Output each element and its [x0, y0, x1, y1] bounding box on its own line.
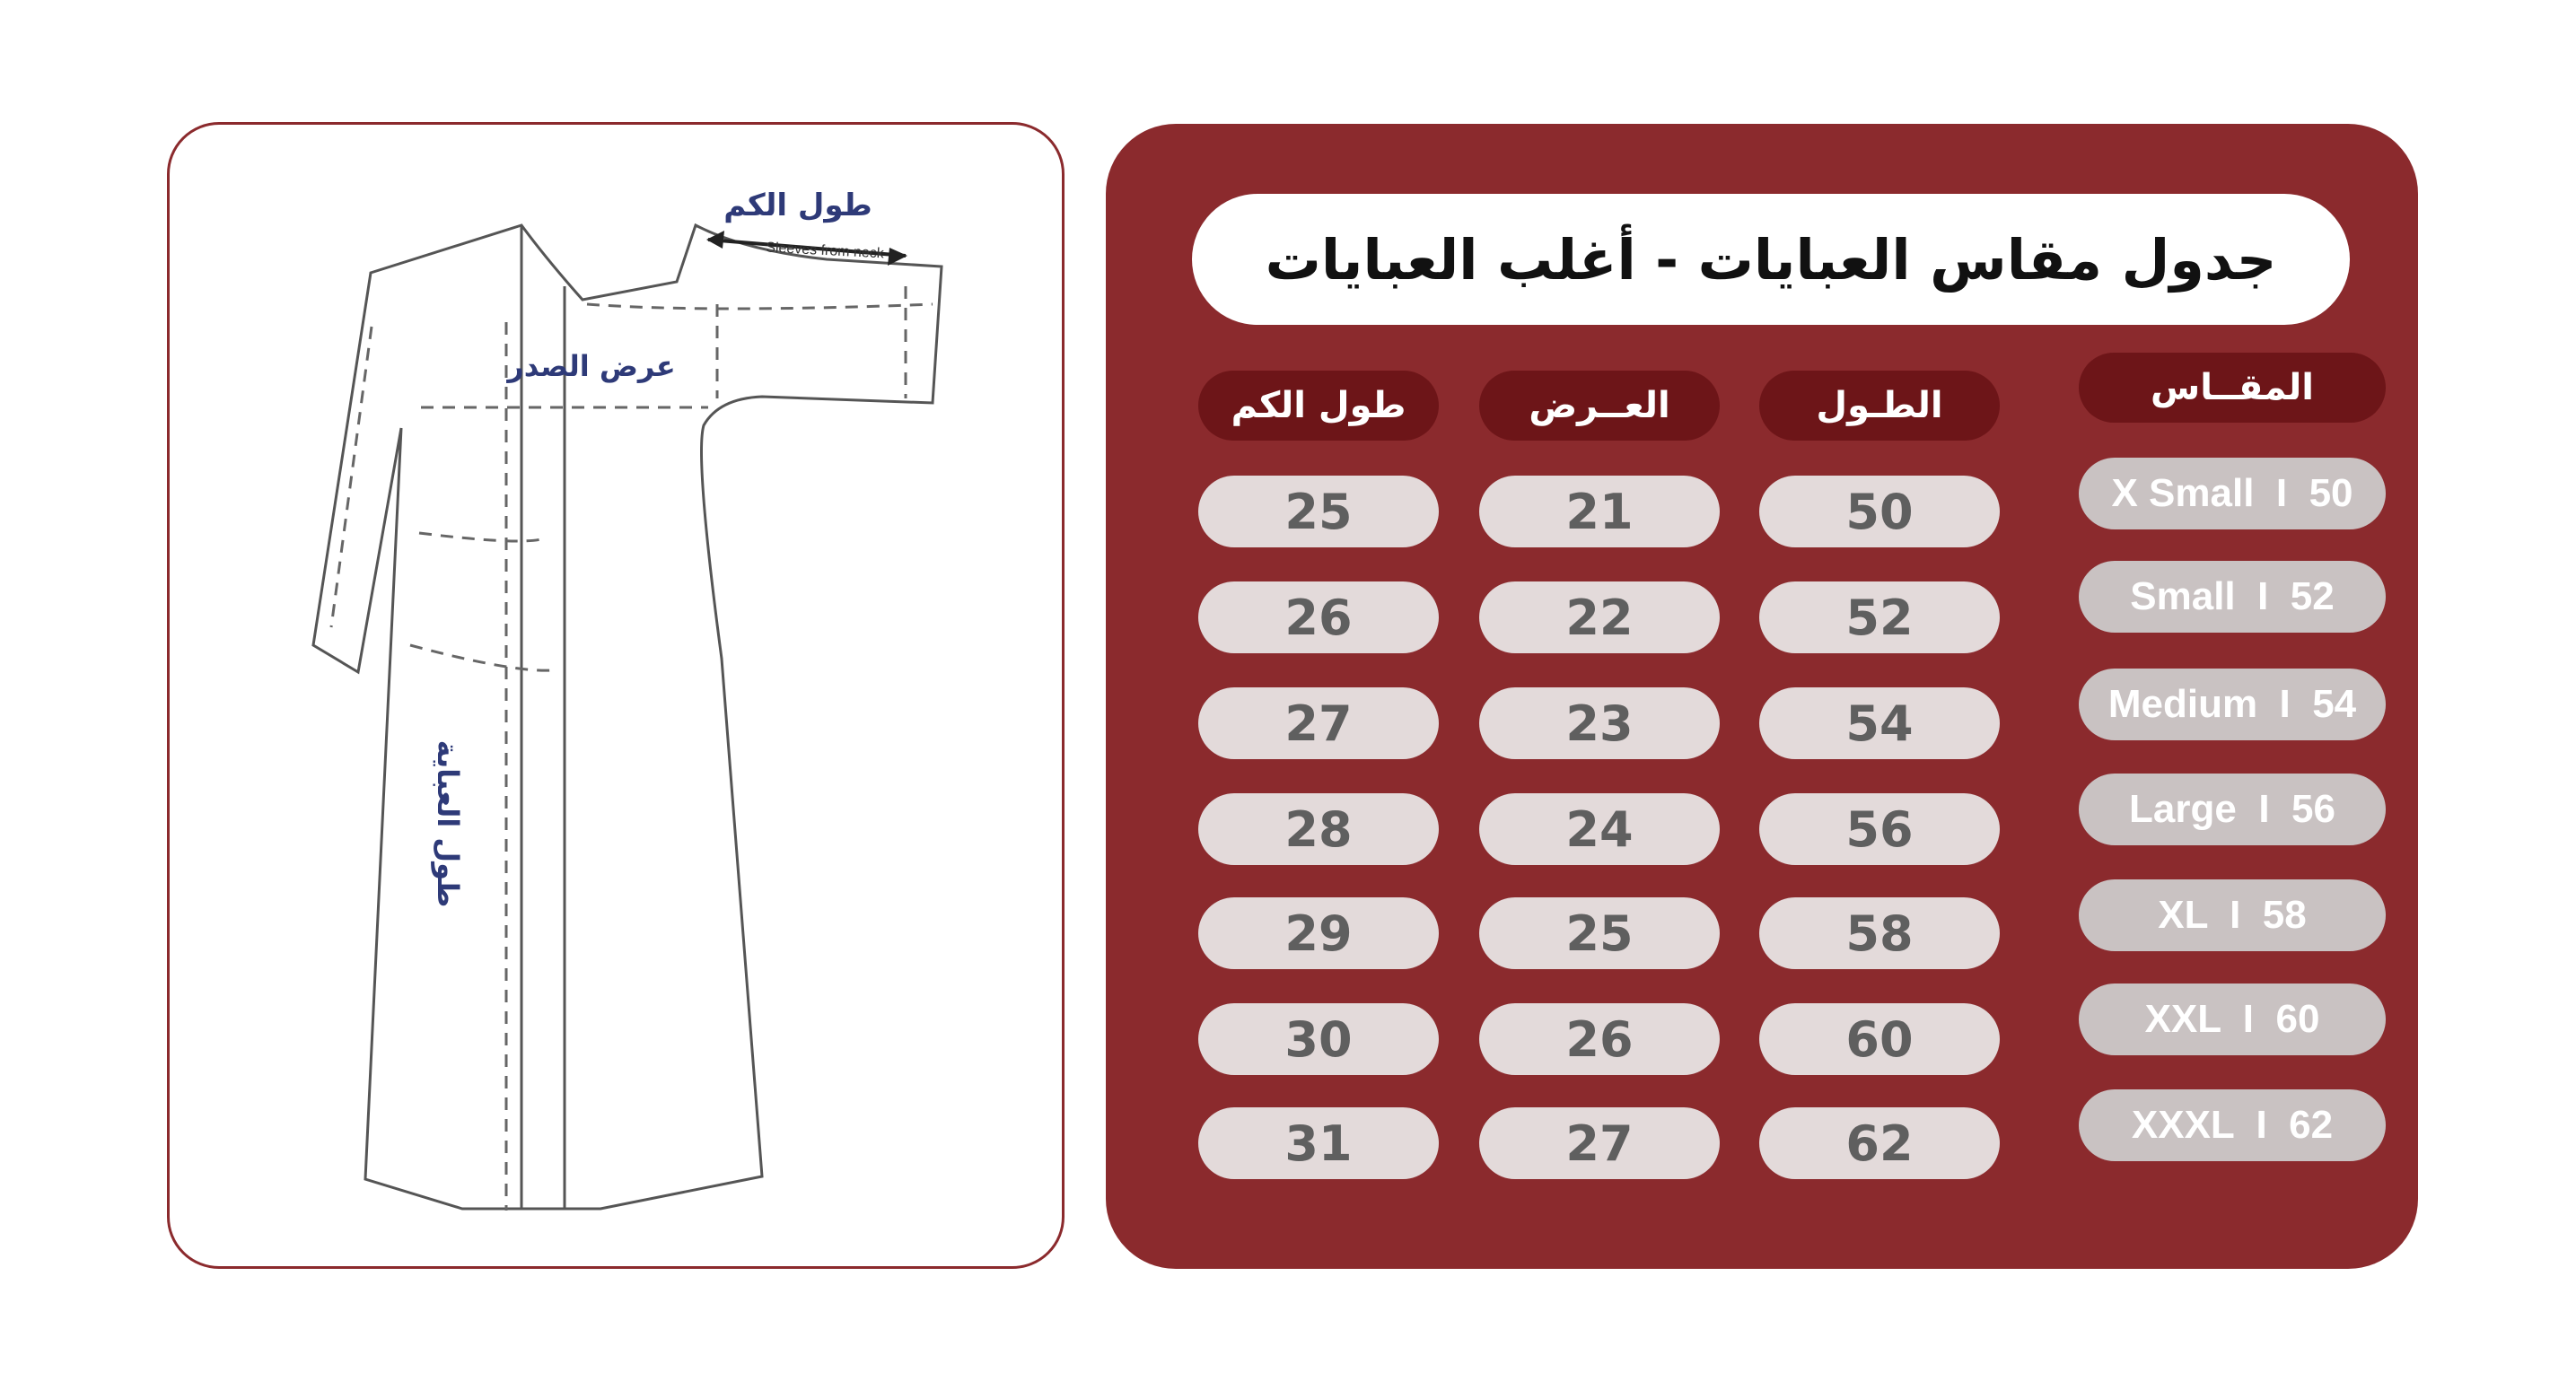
size-cell-xs: X Small I 50	[2079, 458, 2386, 529]
sleeve-sublabel: Sleeves from neck	[765, 240, 885, 262]
header-size: المقــاس	[2079, 353, 2386, 423]
shoulder-dash	[587, 304, 933, 309]
sleeve-cell: 27	[1198, 687, 1439, 759]
length-label: طول العباية	[431, 739, 465, 908]
hip-dash	[410, 645, 551, 670]
length-cell: 56	[1759, 793, 2000, 865]
abaya-diagram-card	[167, 122, 1065, 1269]
size-cell-xxl: XXL I 60	[2079, 983, 2386, 1055]
size-cell-xl: XL I 58	[2079, 879, 2386, 951]
size-cell-m: Medium I 54	[2079, 669, 2386, 740]
length-cell: 62	[1759, 1107, 2000, 1179]
width-cell: 23	[1479, 687, 1720, 759]
header-length: الطـول	[1759, 371, 2000, 441]
sleeve-cell: 25	[1198, 476, 1439, 547]
length-cell: 50	[1759, 476, 2000, 547]
length-cell: 60	[1759, 1003, 2000, 1075]
sleeve-cell: 26	[1198, 581, 1439, 653]
length-cell: 54	[1759, 687, 2000, 759]
width-cell: 24	[1479, 793, 1720, 865]
chest-label: عرض الصدر	[507, 349, 676, 383]
abaya-sketch	[170, 125, 1067, 1272]
sleeve-dash-left	[331, 327, 372, 627]
width-cell: 26	[1479, 1003, 1720, 1075]
width-cell: 25	[1479, 897, 1720, 969]
header-sleeve: طول الكم	[1198, 371, 1439, 441]
length-cell: 52	[1759, 581, 2000, 653]
width-cell: 27	[1479, 1107, 1720, 1179]
length-cell: 58	[1759, 897, 2000, 969]
size-cell-l: Large I 56	[2079, 774, 2386, 845]
page-title: جدول مقاس العبايات - أغلب العبايات	[1192, 194, 2350, 325]
sleeve-cell: 31	[1198, 1107, 1439, 1179]
sleeve-cell: 30	[1198, 1003, 1439, 1075]
width-cell: 21	[1479, 476, 1720, 547]
size-cell-s: Small I 52	[2079, 561, 2386, 633]
size-cell-xxxl: XXXL I 62	[2079, 1089, 2386, 1161]
header-width: العــرض	[1479, 371, 1720, 441]
width-cell: 22	[1479, 581, 1720, 653]
sleeve-cell: 28	[1198, 793, 1439, 865]
sleeve-cell: 29	[1198, 897, 1439, 969]
sleeve-label: طول الكم	[723, 188, 872, 223]
waist-dash	[419, 533, 547, 541]
